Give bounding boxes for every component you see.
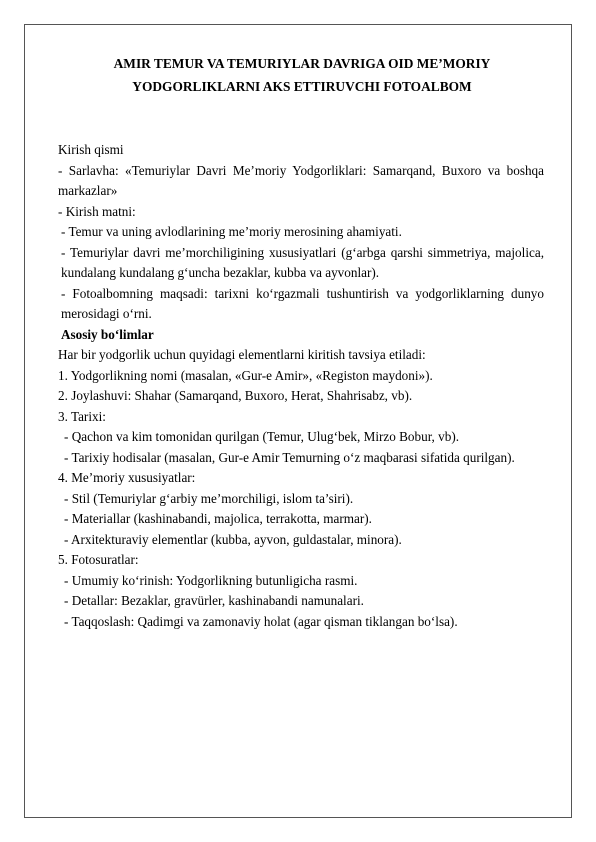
intro-heading: Kirish qismi: [58, 142, 124, 157]
list-subitem: - Materiallar (kashinabandi, majolica, terrakotta, marmar).: [64, 511, 372, 526]
list-item-name: 1. Yodgorlikning nomi (masalan, «Gur-e Amir», «Registon maydoni»).: [58, 367, 433, 383]
main-intro: Har bir yodgorlik uchun quyidagi elementlarni kiritish tavsiya etiladi:: [58, 347, 426, 362]
title-spacer: [58, 98, 544, 140]
list-item-history: 3. Tarixi:: [58, 408, 106, 424]
list-item-location: 2. Joylashuvi: Shahar (Samarqand, Buxoro, Herat, Shahrisabz, vb).: [58, 388, 413, 403]
intro-point: - Temur va uning avlodlarining me’moriy merosining ahamiyati.: [61, 224, 402, 239]
list-subitem: - Taqqoslash: Qadimgi va zamonaviy holat (agar qisman tiklangan bo‘lsa).: [64, 613, 458, 629]
list-item-architecture: 4. Me’moriy xususiyatlar:: [58, 470, 196, 485]
list-subitem: - Qachon va kim tomonidan qurilgan (Temur, Ulug‘bek, Mirzo Bobur, vb).: [64, 429, 460, 444]
list-subitem: - Arxitekturaviy elementlar (kubba, ayvon, guldastalar, minora).: [64, 531, 402, 547]
intro-point: - Fotoalbomning maqsadi: tarixni ko‘rgazmali tushuntirish va yodgorliklarning dunyo merosidagi o‘rni.: [61, 285, 544, 321]
list-subitem: - Detallar: Bezaklar, gravürler, kashinabandi namunalari.: [64, 593, 364, 608]
list-item-photos: 5. Fotosuratlar:: [58, 552, 139, 567]
document-body: [58, 52, 544, 632]
main-heading: Asosiy bo‘limlar: [61, 326, 154, 342]
intro-point: - Temuriylar davri me’morchiligining xususiyatlari (g‘arbga qarshi simmetriya, majolica, kundalang kundalang g‘uncha bezaklar, kubba va ayvonlar).: [61, 244, 544, 280]
list-subitem: - Umumiy ko‘rinish: Yodgorlikning butunligicha rasmi.: [64, 572, 358, 588]
list-subitem: - Tarixiy hodisalar (masalan, Gur-e Amir Temurning o‘z maqbarasi sifatida qurilgan).: [64, 449, 515, 465]
title-line-2: YODGORLIKLARNI AKS ETTIRUVCHI FOTOALBOM: [132, 79, 472, 94]
list-subitem: - Stil (Temuriylar g‘arbiy me’morchiligi, islom ta’siri).: [64, 490, 354, 506]
document-title: [60, 52, 544, 98]
title-line-1: AMIR TEMUR VA TEMURIYLAR DAVRIGA OID ME’MORIY: [113, 56, 491, 71]
intro-text-label: - Kirish matni:: [58, 203, 136, 219]
intro-title-item: - Sarlavha: «Temuriylar Davri Me’moriy Yodgorliklari: Samarqand, Buxoro va boshqa markazlar»: [58, 162, 544, 198]
